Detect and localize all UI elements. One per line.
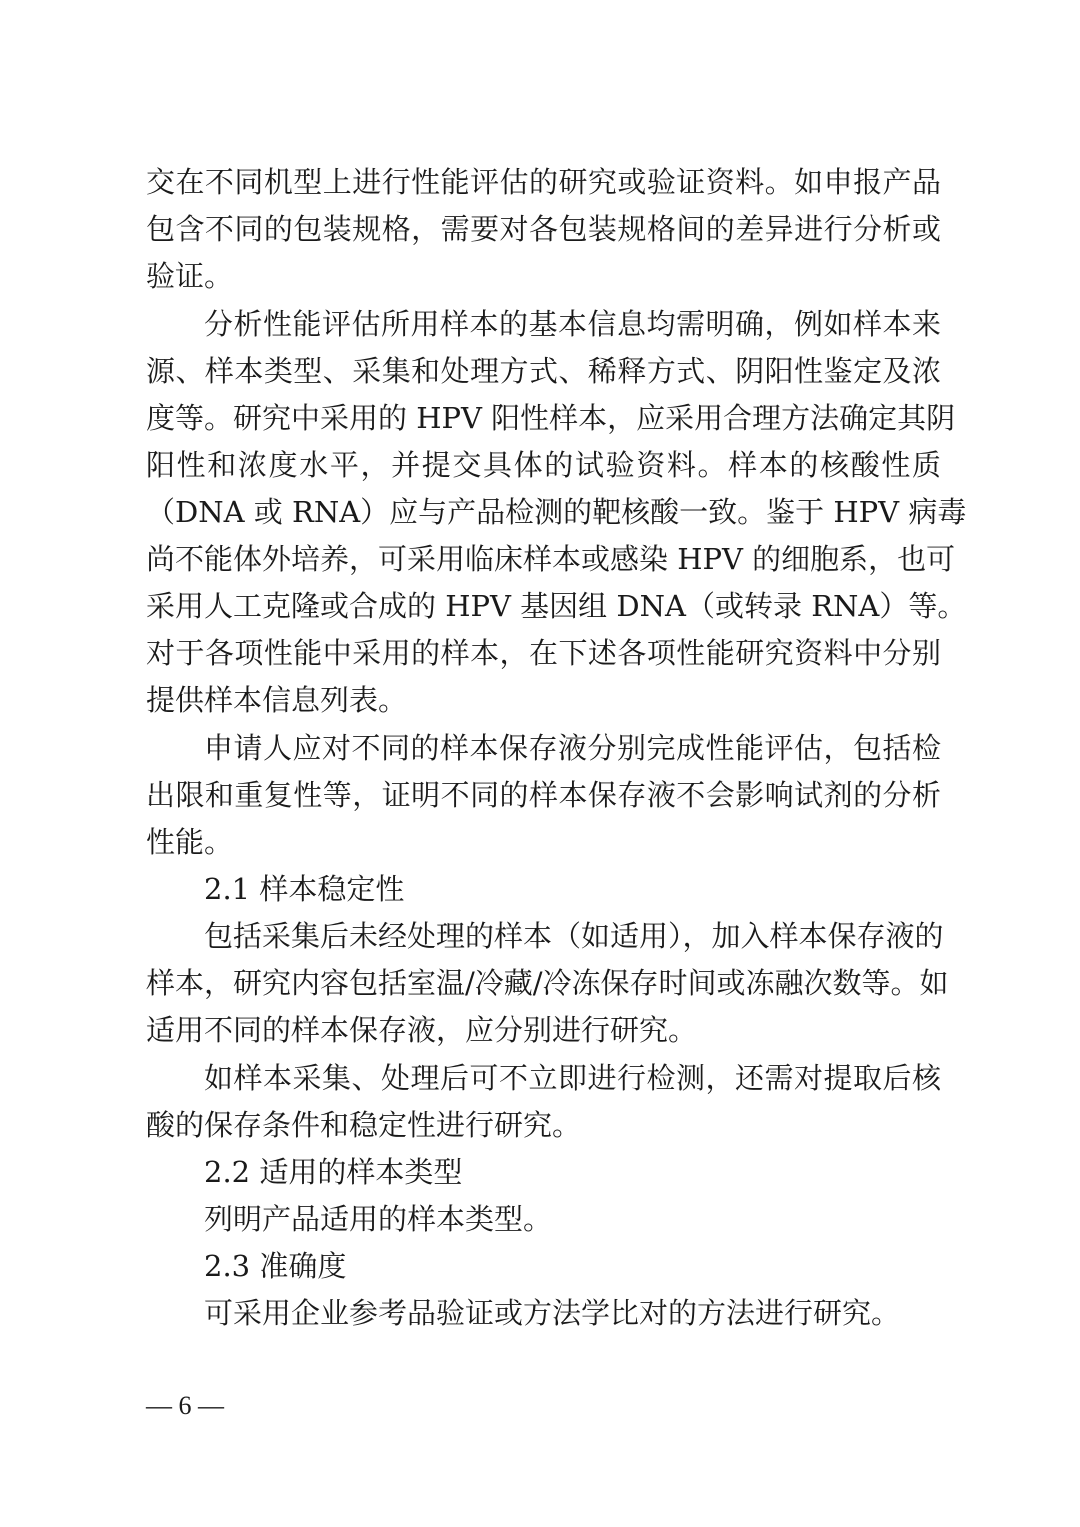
section-heading: 2.1 样本稳定性 [204,872,405,906]
text-line: 尚不能体外培养，可采用临床样本或感染 HPV 的细胞系，也可 [146,542,956,576]
text-line: 源、样本类型、采集和处理方式、稀释方式、阴阳性鉴定及浓 [146,354,941,388]
text-line: 交在不同机型上进行性能评估的研究或验证资料。如申报产品 [146,165,941,199]
page-number: — 6 — [146,1391,224,1420]
section-heading: 2.3 准确度 [204,1249,347,1283]
text-line: 性能。 [146,825,234,859]
paragraph-start-line: 如样本采集、处理后可不立即进行检测，还需对提取后核 [204,1061,941,1095]
text-line: 可采用企业参考品验证或方法学比对的方法进行研究。 [204,1296,901,1330]
text-line: 包含不同的包装规格，需要对各包装规格间的差异进行分析或 [146,212,941,246]
text-line: 采用人工克隆或合成的 HPV 基因组 DNA（或转录 RNA）等。 [146,589,967,623]
text-line: 酸的保存条件和稳定性进行研究。 [146,1108,582,1142]
text-line: 对于各项性能中采用的样本，在下述各项性能研究资料中分别 [146,636,941,670]
paragraph-start-line: 分析性能评估所用样本的基本信息均需明确，例如样本来 [204,307,941,341]
text-line: 样本，研究内容包括室温/冷藏/冷冻保存时间或冻融次数等。如 [146,966,949,1000]
text-line: （DNA 或 RNA）应与产品检测的靶核酸一致。鉴于 HPV 病毒 [146,495,967,529]
text-line: 列明产品适用的样本类型。 [204,1202,553,1236]
text-line: 度等。研究中采用的 HPV 阳性样本，应采用合理方法确定其阴 [146,401,956,435]
text-line: 适用不同的样本保存液，应分别进行研究。 [146,1013,698,1047]
text-line: 出限和重复性等，证明不同的样本保存液不会影响试剂的分析 [146,778,941,812]
paragraph-start-line: 申请人应对不同的样本保存液分别完成性能评估，包括检 [204,731,941,765]
text-line: 阳性和浓度水平，并提交具体的试验资料。样本的核酸性质 [146,448,941,482]
text-line: 提供样本信息列表。 [146,683,408,717]
section-heading: 2.2 适用的样本类型 [204,1155,463,1189]
paragraph-start-line: 包括采集后未经处理的样本（如适用），加入样本保存液的 [204,919,944,953]
text-line: 验证。 [146,259,234,293]
